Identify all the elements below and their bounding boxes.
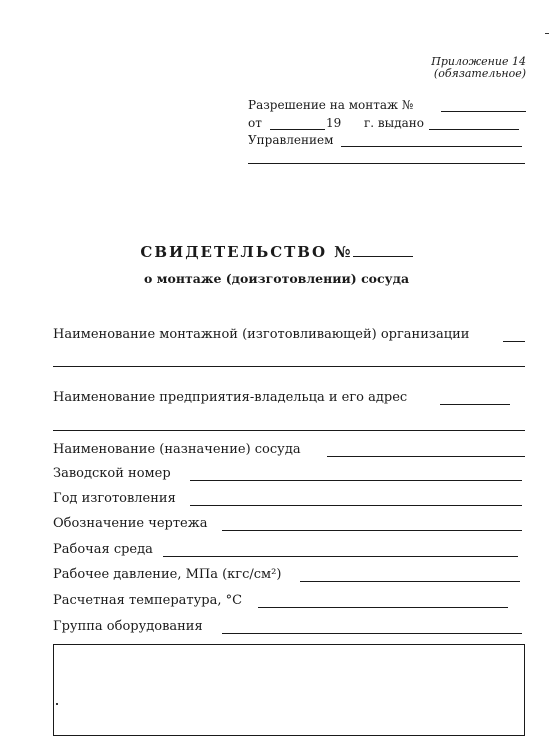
organization-line-2 [53, 366, 525, 367]
permit-year: 19 [326, 116, 342, 130]
medium-line [163, 556, 518, 557]
year-label: Год изготовления [53, 491, 176, 506]
year-line [190, 505, 522, 506]
document-title [0, 243, 553, 261]
box-dot [56, 703, 58, 705]
owner-label: Наименование предприятия-владельца и его адрес [53, 390, 408, 405]
permit-extra-line [248, 163, 525, 164]
drawing-line [222, 530, 522, 531]
group-line [222, 633, 522, 634]
temperature-label: Расчетная температура, °С [53, 593, 243, 608]
owner-line-2 [53, 430, 525, 431]
drawing-label: Обозначение чертежа [53, 516, 208, 531]
group-label: Группа оборудования [53, 619, 203, 634]
medium-label: Рабочая среда [53, 542, 153, 557]
permit-date-line [270, 129, 325, 130]
organization-line [503, 341, 525, 342]
certificate-number-line [353, 244, 413, 257]
permit-issued-label: г. выдано [364, 116, 424, 130]
permit-label: Разрешение на монтаж № [248, 98, 414, 112]
appendix-mandatory: (обязательное) [433, 67, 526, 80]
permit-number-line [441, 111, 526, 112]
vessel-line [327, 456, 525, 457]
permit-department-label: Управлением [248, 133, 334, 147]
corner-mark [545, 33, 549, 34]
appendix-label: Приложение 14 [431, 55, 526, 68]
owner-line [440, 404, 510, 405]
pressure-label: Рабочее давление, МПа (кгс/см²) [53, 567, 282, 582]
document-subtitle: о монтаже (доизготовлении) сосуда [143, 271, 410, 286]
permit-from-label: от [248, 116, 262, 130]
document-title-text: СВИДЕТЕЛЬСТВО № [140, 243, 353, 261]
permit-issuer-line [429, 129, 519, 130]
pressure-line [300, 581, 520, 582]
permit-department-line [341, 146, 522, 147]
serial-line [190, 480, 522, 481]
serial-label: Заводской номер [53, 466, 171, 481]
notes-box [53, 644, 525, 736]
vessel-label: Наименование (назначение) сосуда [53, 442, 301, 457]
organization-label: Наименование монтажной (изготовливающей) организации [53, 327, 470, 342]
temperature-line [258, 607, 508, 608]
